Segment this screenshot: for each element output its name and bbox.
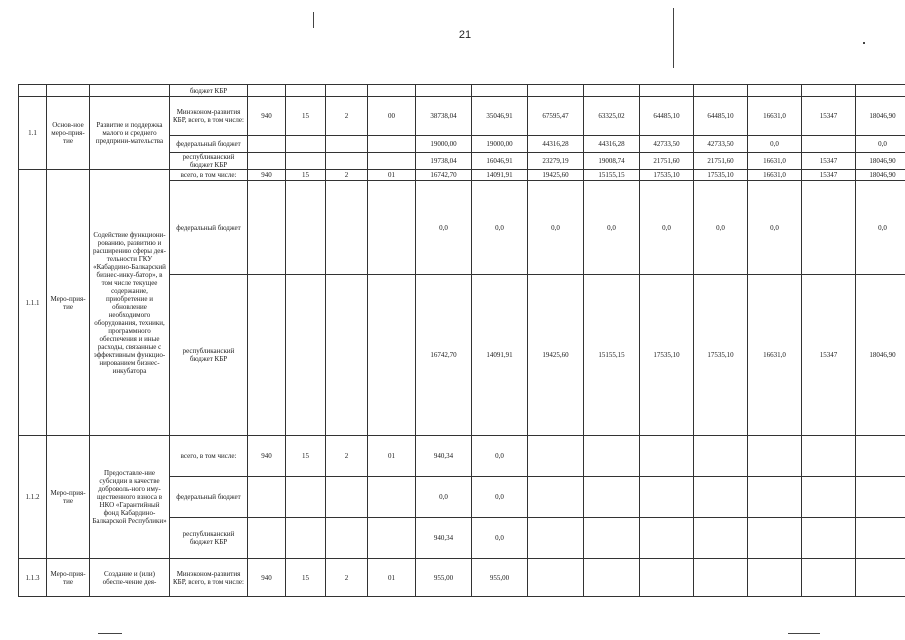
row-source: республиканский бюджет КБР <box>170 275 248 436</box>
value-cell: 44316,28 <box>528 136 584 153</box>
value-cell: 955,00 <box>472 559 528 597</box>
row-name: Развитие и поддержка малого и среднего предприни-мательства <box>90 97 170 170</box>
value-cell: 0,0 <box>472 436 528 477</box>
value-cell <box>802 85 856 97</box>
value-cell: 15155,15 <box>584 170 640 181</box>
row-source: всего, в том числе: <box>170 170 248 181</box>
kbk-event <box>368 477 416 518</box>
value-cell <box>640 518 694 559</box>
kbk-grbs <box>248 275 286 436</box>
value-cell: 63325,02 <box>584 97 640 136</box>
value-cell <box>694 477 748 518</box>
value-cell <box>528 518 584 559</box>
kbk-event: 01 <box>368 436 416 477</box>
value-cell: 940,34 <box>416 518 472 559</box>
value-cell <box>694 518 748 559</box>
value-cell <box>856 85 905 97</box>
value-cell <box>584 477 640 518</box>
value-cell: 15347 <box>802 153 856 170</box>
value-cell: 19738,04 <box>416 153 472 170</box>
kbk-program <box>286 275 326 436</box>
row-code <box>19 85 47 97</box>
kbk-subprogram: 2 <box>326 170 368 181</box>
value-cell: 21751,60 <box>694 153 748 170</box>
value-cell <box>802 559 856 597</box>
row-event-type: Меро-прия-тие <box>47 559 90 597</box>
value-cell <box>640 436 694 477</box>
value-cell: 0,0 <box>640 181 694 275</box>
value-cell: 23279,19 <box>528 153 584 170</box>
value-cell: 64485,10 <box>640 97 694 136</box>
kbk-grbs <box>248 85 286 97</box>
value-cell: 0,0 <box>472 477 528 518</box>
scan-mark-top <box>313 12 314 28</box>
kbk-grbs: 940 <box>248 559 286 597</box>
kbk-program <box>286 85 326 97</box>
value-cell: 42733,50 <box>640 136 694 153</box>
kbk-grbs <box>248 136 286 153</box>
value-cell <box>802 181 856 275</box>
value-cell: 955,00 <box>416 559 472 597</box>
value-cell <box>802 436 856 477</box>
table-row <box>19 170 905 181</box>
table-row <box>19 85 905 97</box>
value-cell: 16631,0 <box>748 97 802 136</box>
kbk-subprogram <box>326 136 368 153</box>
row-name: Предоставле-ние субсидии в качестве доброволь-ного иму-щественного взноса в НКО «Гарантийный фонд Кабардино-Балкарской Республики» <box>90 436 170 559</box>
value-cell <box>856 436 905 477</box>
value-cell <box>856 518 905 559</box>
kbk-grbs: 940 <box>248 97 286 136</box>
value-cell: 21751,60 <box>640 153 694 170</box>
value-cell <box>472 85 528 97</box>
value-cell <box>528 559 584 597</box>
row-source: федеральный бюджет <box>170 477 248 518</box>
scan-mark-top <box>863 42 865 44</box>
kbk-program: 15 <box>286 170 326 181</box>
value-cell <box>748 477 802 518</box>
kbk-event <box>368 181 416 275</box>
value-cell: 0,0 <box>528 181 584 275</box>
row-source: федеральный бюджет <box>170 136 248 153</box>
value-cell: 0,0 <box>748 136 802 153</box>
kbk-subprogram: 2 <box>326 559 368 597</box>
row-event-type: Основ-ное меро-прия-тие <box>47 97 90 170</box>
kbk-program: 15 <box>286 559 326 597</box>
value-cell: 0,0 <box>416 477 472 518</box>
value-cell: 940,34 <box>416 436 472 477</box>
value-cell <box>748 559 802 597</box>
kbk-program <box>286 181 326 275</box>
value-cell: 18046,90 <box>856 97 905 136</box>
value-cell: 0,0 <box>584 181 640 275</box>
table-row <box>19 559 905 597</box>
value-cell <box>802 477 856 518</box>
value-cell: 0,0 <box>856 181 905 275</box>
value-cell: 0,0 <box>748 181 802 275</box>
value-cell: 15347 <box>802 97 856 136</box>
kbk-grbs: 940 <box>248 170 286 181</box>
value-cell: 16631,0 <box>748 170 802 181</box>
value-cell: 15155,15 <box>584 275 640 436</box>
table-row <box>19 97 905 136</box>
value-cell: 16742,70 <box>416 275 472 436</box>
kbk-subprogram <box>326 518 368 559</box>
value-cell <box>584 85 640 97</box>
kbk-event: 01 <box>368 170 416 181</box>
kbk-grbs <box>248 181 286 275</box>
value-cell <box>528 85 584 97</box>
kbk-grbs <box>248 518 286 559</box>
kbk-event <box>368 153 416 170</box>
row-code: 1.1.3 <box>19 559 47 597</box>
row-source: федеральный бюджет <box>170 181 248 275</box>
kbk-event <box>368 275 416 436</box>
value-cell: 0,0 <box>856 136 905 153</box>
row-code: 1.1 <box>19 97 47 170</box>
page-number: 21 <box>458 29 472 41</box>
kbk-grbs: 940 <box>248 436 286 477</box>
kbk-subprogram: 2 <box>326 436 368 477</box>
value-cell <box>748 436 802 477</box>
kbk-grbs <box>248 153 286 170</box>
row-source: Минэконом-развития КБР, всего, в том числе: <box>170 97 248 136</box>
kbk-program: 15 <box>286 436 326 477</box>
row-source: Минэконом-развития КБР, всего, в том числе: <box>170 559 248 597</box>
kbk-event: 00 <box>368 97 416 136</box>
value-cell: 44316,28 <box>584 136 640 153</box>
value-cell: 64485,10 <box>694 97 748 136</box>
value-cell <box>640 559 694 597</box>
kbk-program <box>286 477 326 518</box>
row-code: 1.1.2 <box>19 436 47 559</box>
value-cell: 16742,70 <box>416 170 472 181</box>
value-cell: 18046,90 <box>856 153 905 170</box>
value-cell: 16631,0 <box>748 275 802 436</box>
value-cell: 17535,10 <box>694 275 748 436</box>
row-code: 1.1.1 <box>19 170 47 436</box>
value-cell <box>748 85 802 97</box>
value-cell <box>584 518 640 559</box>
kbk-subprogram <box>326 85 368 97</box>
value-cell <box>694 85 748 97</box>
value-cell: 0,0 <box>472 518 528 559</box>
row-source: республиканский бюджет КБР <box>170 518 248 559</box>
value-cell: 17535,10 <box>640 170 694 181</box>
row-name <box>90 85 170 97</box>
kbk-event <box>368 136 416 153</box>
kbk-grbs <box>248 477 286 518</box>
kbk-event <box>368 518 416 559</box>
value-cell <box>584 436 640 477</box>
value-cell: 38738,04 <box>416 97 472 136</box>
kbk-subprogram <box>326 181 368 275</box>
value-cell <box>748 518 802 559</box>
row-source: бюджет КБР <box>170 85 248 97</box>
value-cell: 17535,10 <box>694 170 748 181</box>
row-name: Создание и (или) обеспе-чение дея- <box>90 559 170 597</box>
value-cell: 19008,74 <box>584 153 640 170</box>
value-cell: 0,0 <box>694 181 748 275</box>
value-cell <box>856 559 905 597</box>
value-cell: 42733,50 <box>694 136 748 153</box>
kbk-subprogram: 2 <box>326 97 368 136</box>
kbk-subprogram <box>326 153 368 170</box>
value-cell <box>802 518 856 559</box>
value-cell: 67595,47 <box>528 97 584 136</box>
value-cell <box>416 85 472 97</box>
kbk-event: 01 <box>368 559 416 597</box>
value-cell: 14091,91 <box>472 170 528 181</box>
value-cell: 16046,91 <box>472 153 528 170</box>
value-cell: 18046,90 <box>856 275 905 436</box>
value-cell: 15347 <box>802 170 856 181</box>
kbk-event <box>368 85 416 97</box>
value-cell <box>528 477 584 518</box>
row-event-type: Меро-прия-тие <box>47 170 90 436</box>
table-row <box>19 436 905 477</box>
value-cell <box>640 477 694 518</box>
row-event-type: Меро-прия-тие <box>47 436 90 559</box>
value-cell: 15347 <box>802 275 856 436</box>
value-cell: 19000,00 <box>416 136 472 153</box>
value-cell: 18046,90 <box>856 170 905 181</box>
row-event-type <box>47 85 90 97</box>
kbk-subprogram <box>326 477 368 518</box>
value-cell <box>802 136 856 153</box>
row-source: республиканский бюджет КБР <box>170 153 248 170</box>
budget-table <box>18 84 905 597</box>
kbk-subprogram <box>326 275 368 436</box>
kbk-program <box>286 518 326 559</box>
value-cell: 19425,60 <box>528 170 584 181</box>
value-cell <box>528 436 584 477</box>
row-name: Содействие функциони-рованию, развитию и расширению сферы дея-тельности ГКУ «Кабардино-Балкарский бизнес-инку-батор», в том числе текущее содержание, приобретение и обновление необходимого оборудования, техники, программного обеспечения и иные расходы, связанные с эффективным функцио-нированием бизнес-инкубатора <box>90 170 170 436</box>
value-cell: 0,0 <box>472 181 528 275</box>
value-cell: 35046,91 <box>472 97 528 136</box>
value-cell: 19425,60 <box>528 275 584 436</box>
kbk-program: 15 <box>286 97 326 136</box>
value-cell: 14091,91 <box>472 275 528 436</box>
value-cell: 19000,00 <box>472 136 528 153</box>
value-cell: 17535,10 <box>640 275 694 436</box>
value-cell: 0,0 <box>416 181 472 275</box>
value-cell <box>640 85 694 97</box>
scan-mark-bottom <box>788 633 820 634</box>
value-cell <box>584 559 640 597</box>
scan-mark-top <box>673 8 674 68</box>
value-cell: 16631,0 <box>748 153 802 170</box>
kbk-program <box>286 153 326 170</box>
value-cell <box>856 477 905 518</box>
value-cell <box>694 436 748 477</box>
row-source: всего, в том числе: <box>170 436 248 477</box>
value-cell <box>694 559 748 597</box>
kbk-program <box>286 136 326 153</box>
scan-mark-bottom <box>98 633 122 634</box>
